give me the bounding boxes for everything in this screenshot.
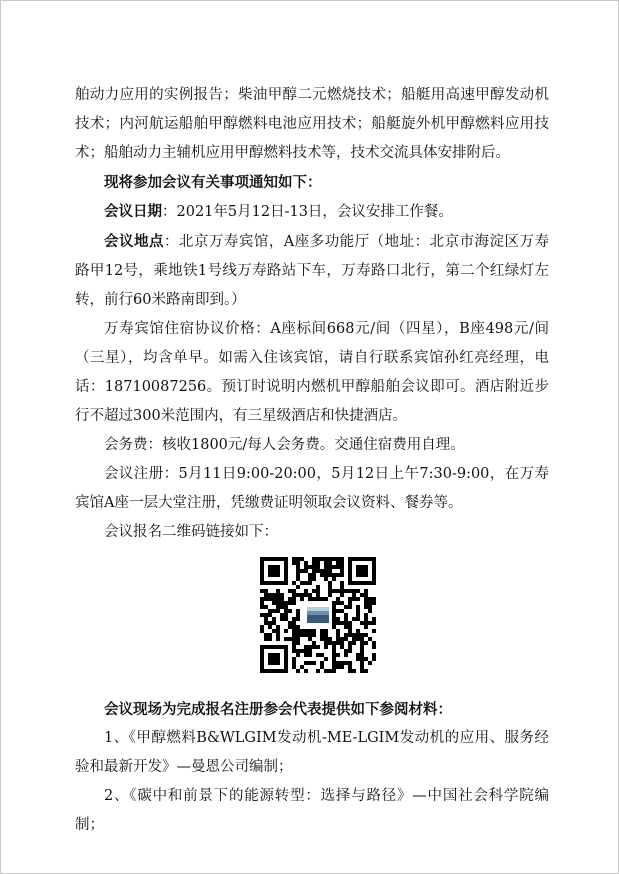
materials-heading: 会议现场为完成报名注册参会代表提供如下参阅材料： (104, 701, 452, 718)
paragraph-date (75, 197, 549, 227)
date-text: ：2021年5月12日-13日，会议安排工作餐。 (162, 204, 453, 220)
material-item-1: 1、《甲醇燃料B&WLGIM发动机-ME-LGIM发动机的应用、服务经验和最新开发》—曼恩公司编制； (75, 730, 549, 775)
paragraph-qr-intro: 会议报名二维码链接如下： (104, 524, 278, 540)
document-body (75, 81, 549, 840)
paragraph-hotel: 万寿宾馆住宿协议价格：A座标间668元/间（四星），B座498元/间（三星），均含单早。如需入住该宾馆，请自行联系宾馆孙红亮经理，电话：18710087256。预订时说明内燃机甲醇船舶会议即可。酒店附近步行不超过300米范围内，有三星级酒店和快捷酒店。 (75, 321, 549, 424)
paragraph-fee: 会务费：核收1800元/每人会务费。交通住宿费用自理。 (104, 437, 465, 453)
paragraph-topics: 舶动力应用的实例报告；柴油甲醇二元燃烧技术；船艇用高速甲醇发动机技术；内河航运船舶甲醇燃料电池应用技术；船艇旋外机甲醇燃料应用技术；船舶动力主辅机应用甲醇燃料技术等，技术交流具体安排附后。 (75, 87, 549, 161)
paragraph-registration: 会议注册：5月11日9:00-20:00，5月12日上午7:30-9:00，在万寿宾馆A座一层大堂注册，凭缴费证明领取会议资料、餐券等。 (75, 466, 549, 511)
material-item-2: 2、《碳中和前景下的能源转型：选择与路径》—中国社会科学院编制； (75, 788, 549, 833)
notice-heading: 现将参加会议有关事项通知如下： (104, 174, 322, 191)
date-label: 会议日期 (104, 203, 162, 220)
qr-code-image (260, 557, 376, 673)
location-label: 会议地点 (104, 233, 164, 250)
paragraph-location (75, 227, 549, 315)
qr-code-graphic (260, 557, 376, 673)
location-text: ：北京万寿宾馆，A座多功能厅（地址：北京市海淀区万寿路甲12号，乘地铁1号线万寿路站下车，万寿路口北行，第二个红绿灯左转，前行60米路南即到。） (75, 234, 549, 308)
